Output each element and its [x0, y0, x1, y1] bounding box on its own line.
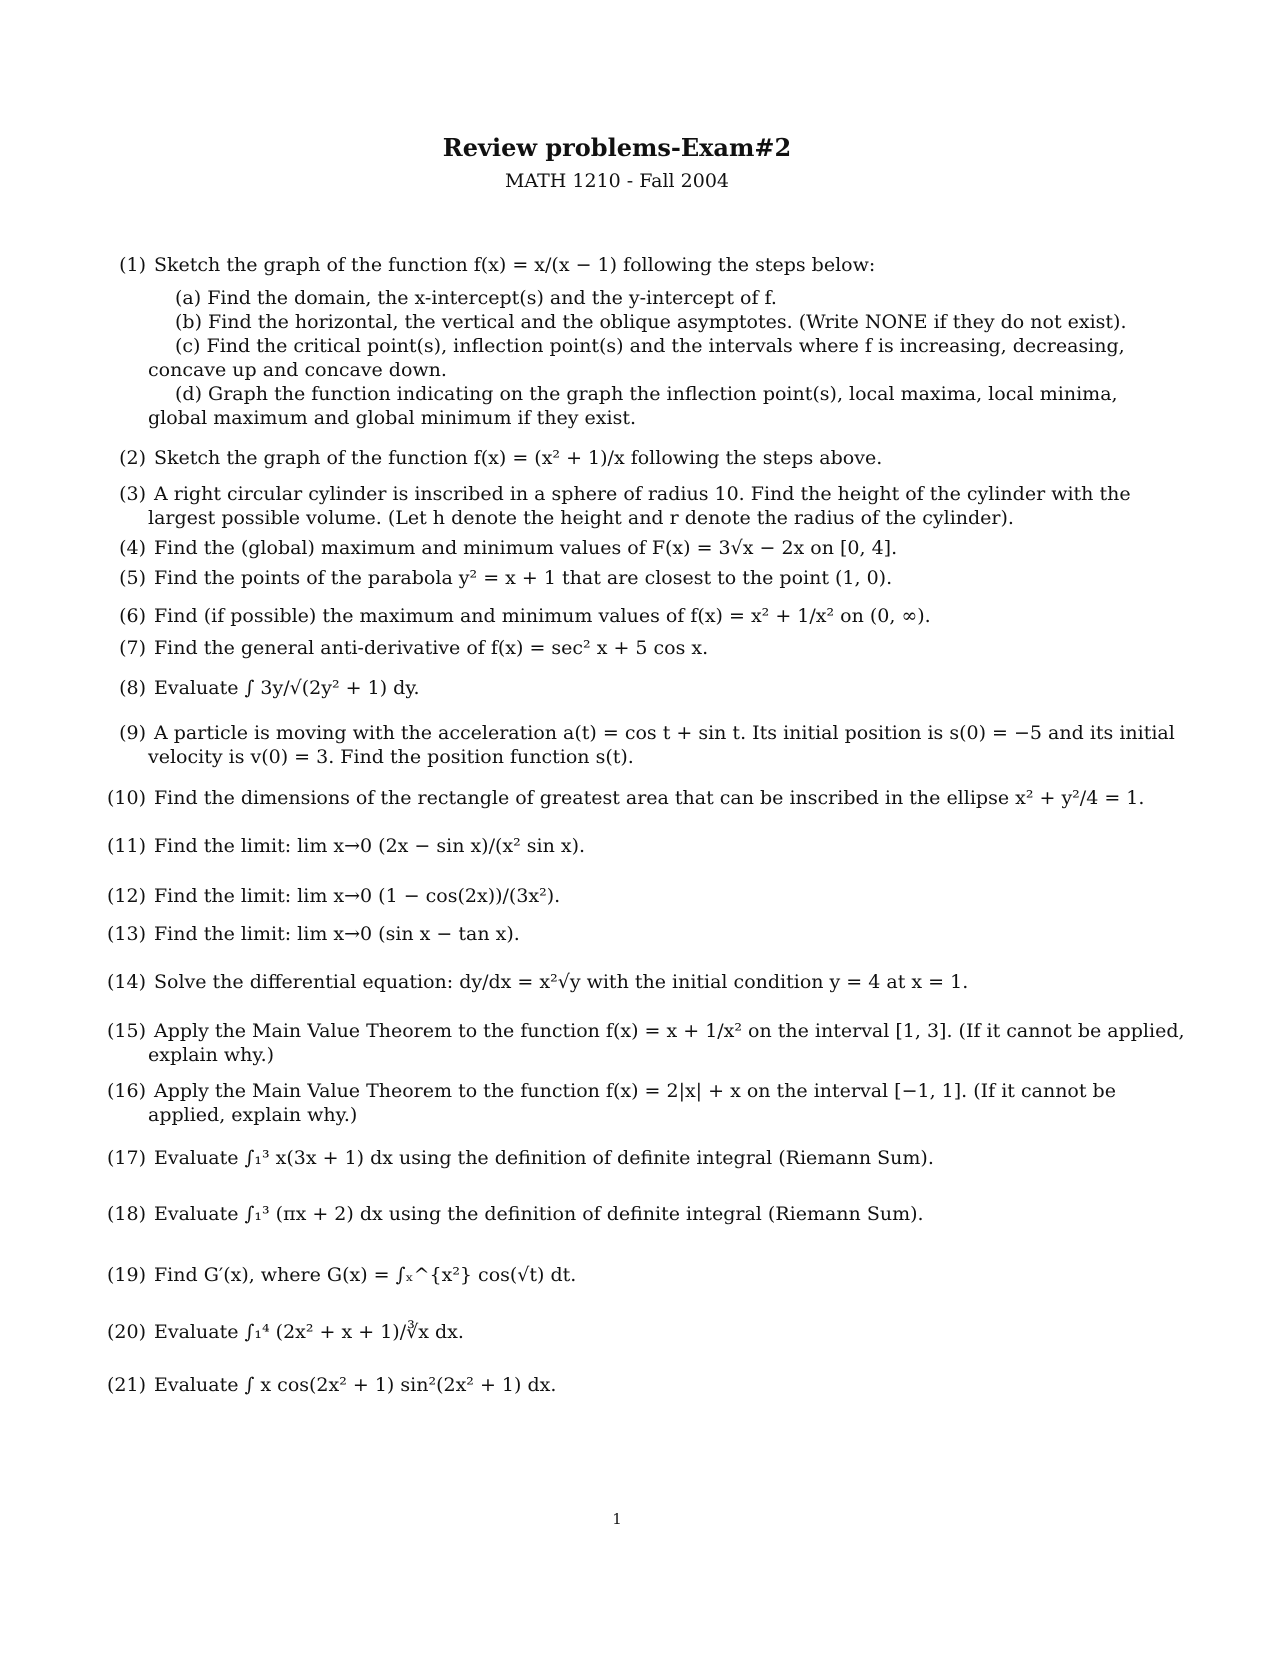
problem-8: (8) Evaluate ∫ 3y/√(2y² + 1) dy. [119, 677, 420, 699]
problem-1c: (c) Find the critical point(s), inflection point(s) and the intervals where f is increasing, decreasing, concave up and concave down. [148, 335, 1125, 381]
problem-1b: (b) Find the horizontal, the vertical and the oblique asymptotes. (Write NONE if they do not exist). [175, 311, 1127, 333]
problem-7: (7) Find the general anti-derivative of f(x) = sec² x + 5 cos x. [119, 637, 709, 659]
problem-17: (17) Evaluate ∫₁³ x(3x + 1) dx using the definition of definite integral (Riemann Sum). [106, 1147, 934, 1169]
problem-12: (12) Find the limit: lim x→0 (1 − cos(2x))/(3x²). [106, 885, 561, 907]
problem-9: (9) A particle is moving with the acceleration a(t) = cos t + sin t. Its initial position is s(0) = −5 and its initial velocity is v(0) = 3. Find the position function s(t). [119, 722, 1175, 768]
page-title: Review problems-Exam#2 [442, 133, 792, 162]
problem-13: (13) Find the limit: lim x→0 (sin x − tan x). [106, 923, 520, 945]
problem-21: (21) Evaluate ∫ x cos(2x² + 1) sin²(2x² + 1) dx. [106, 1374, 557, 1396]
problem-14: (14) Solve the differential equation: dy/dx = x²√y with the initial condition y = 4 at x = 1. [106, 971, 969, 993]
problem-3: (3) A right circular cylinder is inscribed in a sphere of radius 10. Find the height of the cylinder with the largest possible volume. (Let h denote the height and r denote the radius of the cylinder). [119, 483, 1131, 529]
problem-10: (10) Find the dimensions of the rectangle of greatest area that can be inscribed in the ellipse x² + y²/4 = 1. [106, 787, 1145, 809]
problem-1a: (a) Find the domain, the x-intercept(s) and the y-intercept of f. [175, 287, 777, 309]
problem-11: (11) Find the limit: lim x→0 (2x − sin x)/(x² sin x). [106, 835, 586, 857]
problem-15: (15) Apply the Main Value Theorem to the function f(x) = x + 1/x² on the interval [1, 3]. (If it cannot be applied, explain why.) [106, 1020, 1185, 1066]
problem-20: (20) Evaluate ∫₁⁴ (2x² + x + 1)/∛x dx. [106, 1321, 464, 1343]
problem-text: Sketch the graph of the function f(x) = x/(x − 1) following the steps below: [154, 254, 876, 276]
problem-16: (16) Apply the Main Value Theorem to the function f(x) = 2|x| + x on the interval [−1, 1]. (If it cannot be applied, explain why.) [106, 1080, 1116, 1126]
course-subtitle: MATH 1210 - Fall 2004 [504, 170, 730, 192]
problem-19: (19) Find G′(x), where G(x) = ∫ₓ^{x²} cos(√t) dt. [106, 1264, 577, 1286]
problem-1: (1) Sketch the graph of the function f(x) = x/(x − 1) following the steps below: [119, 254, 876, 276]
problem-18: (18) Evaluate ∫₁³ (πx + 2) dx using the definition of definite integral (Riemann Sum). [106, 1203, 924, 1225]
problem-2: (2) Sketch the graph of the function f(x) = (x² + 1)/x following the steps above. [119, 447, 883, 469]
problem-6: (6) Find (if possible) the maximum and minimum values of f(x) = x² + 1/x² on (0, ∞). [119, 605, 931, 627]
page-number: 1 [612, 1510, 622, 1528]
problem-4: (4) Find the (global) maximum and minimum values of F(x) = 3√x − 2x on [0, 4]. [119, 537, 898, 559]
problem-1d: (d) Graph the function indicating on the graph the inflection point(s), local maxima, local minima, global maximum and global minimum if they exist. [148, 383, 1118, 429]
problem-5: (5) Find the points of the parabola y² = x + 1 that are closest to the point (1, 0). [119, 567, 893, 589]
